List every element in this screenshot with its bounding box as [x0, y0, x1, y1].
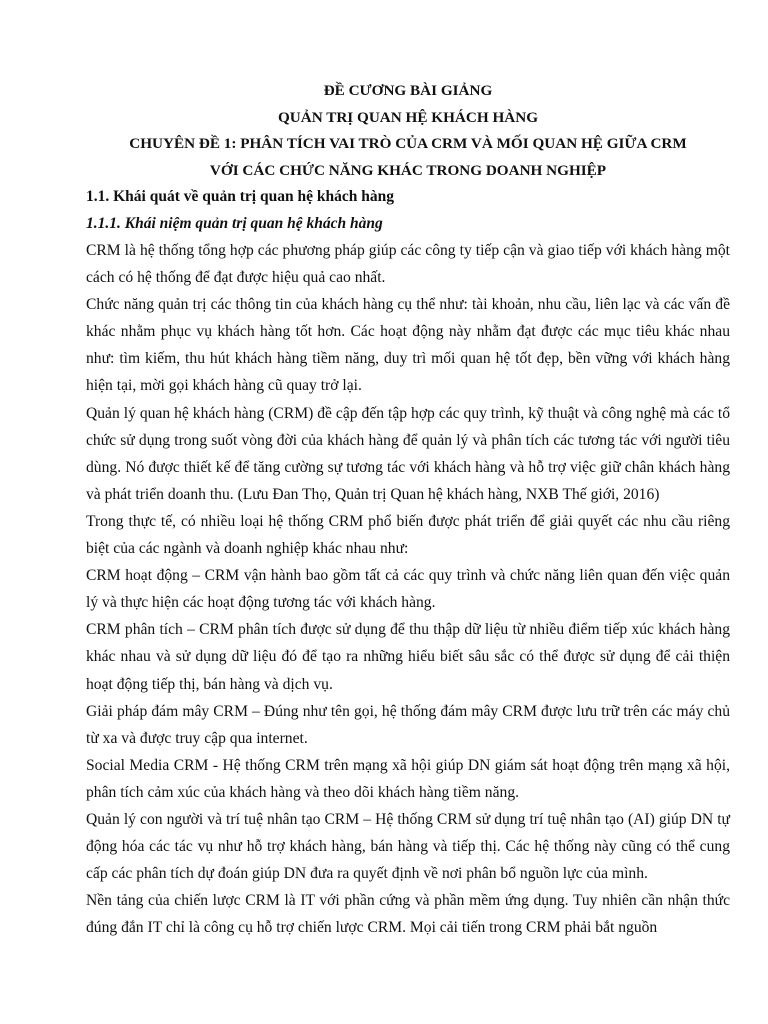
paragraph: Nền tảng của chiến lược CRM là IT với phần cứng và phần mềm ứng dụng. Tuy nhiên cần nhận thức đúng đắn IT chỉ là công cụ hỗ trợ chiến lược CRM. Mọi cải tiến trong CRM phải bắt nguồn — [86, 892, 730, 937]
paragraph: Trong thực tế, có nhiều loại hệ thống CRM phổ biến được phát triển để giải quyết các nhu cầu riêng biệt của các ngành và doanh nghiệp khác nhau như: — [86, 512, 730, 558]
paragraph: Quản lý quan hệ khách hàng (CRM) đề cập đến tập hợp các quy trình, kỹ thuật và công nghệ mà các tổ chức sử dụng trong suốt vòng đời của khách hàng để quản lý và phân tích các tương tác với người tiêu dùng. Nó được thiết kế để tăng cường sự tương tác với khách hàng và hỗ trợ việc giữ chân khách hàng và phát triển doanh thu. (Lưu Đan Thọ, Quản trị Quan hệ khách hàng, NXB Thế giới, 2016) — [86, 404, 730, 503]
paragraph: CRM là hệ thống tổng hợp các phương pháp giúp các công ty tiếp cận và giao tiếp với khách hàng một cách có hệ thống để đạt được hiệu quả cao nhất. — [86, 242, 730, 287]
paragraph: Chức năng quản trị các thông tin của khách hàng cụ thể như: tài khoản, nhu cầu, liên lạc và các vấn đề khác nhằm phục vụ khách hàng tốt hơn. Các hoạt động này nhằm đạt được các mục tiêu khác nhau như: tìm kiếm, thu hút khách hàng tiềm năng, duy trì mối quan hệ tốt đẹp, bền vững với khách hàng hiện tại, mời gọi khách hàng cũ quay trở lại. — [86, 296, 730, 395]
paragraph: Giải pháp đám mây CRM – Đúng như tên gọi, hệ thống đám mây CRM được lưu trữ trên các máy chủ từ xa và được truy cập qua internet. — [86, 702, 730, 747]
paragraph: CRM phân tích – CRM phân tích được sử dụng để thu thập dữ liệu từ nhiều điểm tiếp xúc khách hàng khác nhau và sử dụng dữ liệu đó để tạo ra những hiểu biết sâu sắc có thể được sử dụng để cải thiện hoạt động tiếp thị, bán hàng và dịch vụ. — [86, 621, 730, 693]
document-subtitle: QUẢN TRỊ QUAN HỆ KHÁCH HÀNG — [277, 108, 539, 126]
paragraph: CRM hoạt động – CRM vận hành bao gồm tất cả các quy trình và chức năng liên quan đến việc quản lý và thực hiện các hoạt động tương tác với khách hàng. — [86, 567, 730, 612]
chapter-title-line-2: VỚI CÁC CHỨC NĂNG KHÁC TRONG DOANH NGHIỆP — [209, 161, 607, 179]
document-title: ĐỀ CƯƠNG BÀI GIẢNG — [323, 82, 493, 99]
document-page — [86, 78, 730, 941]
section-heading: 1.1. Khái quát về quản trị quan hệ khách hàng — [86, 188, 394, 205]
subsection-heading: 1.1.1. Khái niệm quản trị quan hệ khách hàng — [86, 214, 383, 232]
paragraph: Social Media CRM - Hệ thống CRM trên mạng xã hội giúp DN giám sát hoạt động trên mạng xã hội, phân tích cảm xúc của khách hàng và theo dõi khách hàng tiềm năng. — [86, 756, 730, 801]
paragraph: Quản lý con người và trí tuệ nhân tạo CRM – Hệ thống CRM sử dụng trí tuệ nhân tạo (AI) giúp DN tự động hóa các tác vụ như hỗ trợ khách hàng, bán hàng và tiếp thị. Các hệ thống này cũng có thể cung cấp các phân tích dự đoán giúp DN đưa ra quyết định về nơi phân bổ nguồn lực của mình. — [86, 810, 730, 883]
chapter-title-line-1: CHUYÊN ĐỀ 1: PHÂN TÍCH VAI TRÒ CỦA CRM VÀ MỐI QUAN HỆ GIỮA CRM — [129, 135, 687, 152]
